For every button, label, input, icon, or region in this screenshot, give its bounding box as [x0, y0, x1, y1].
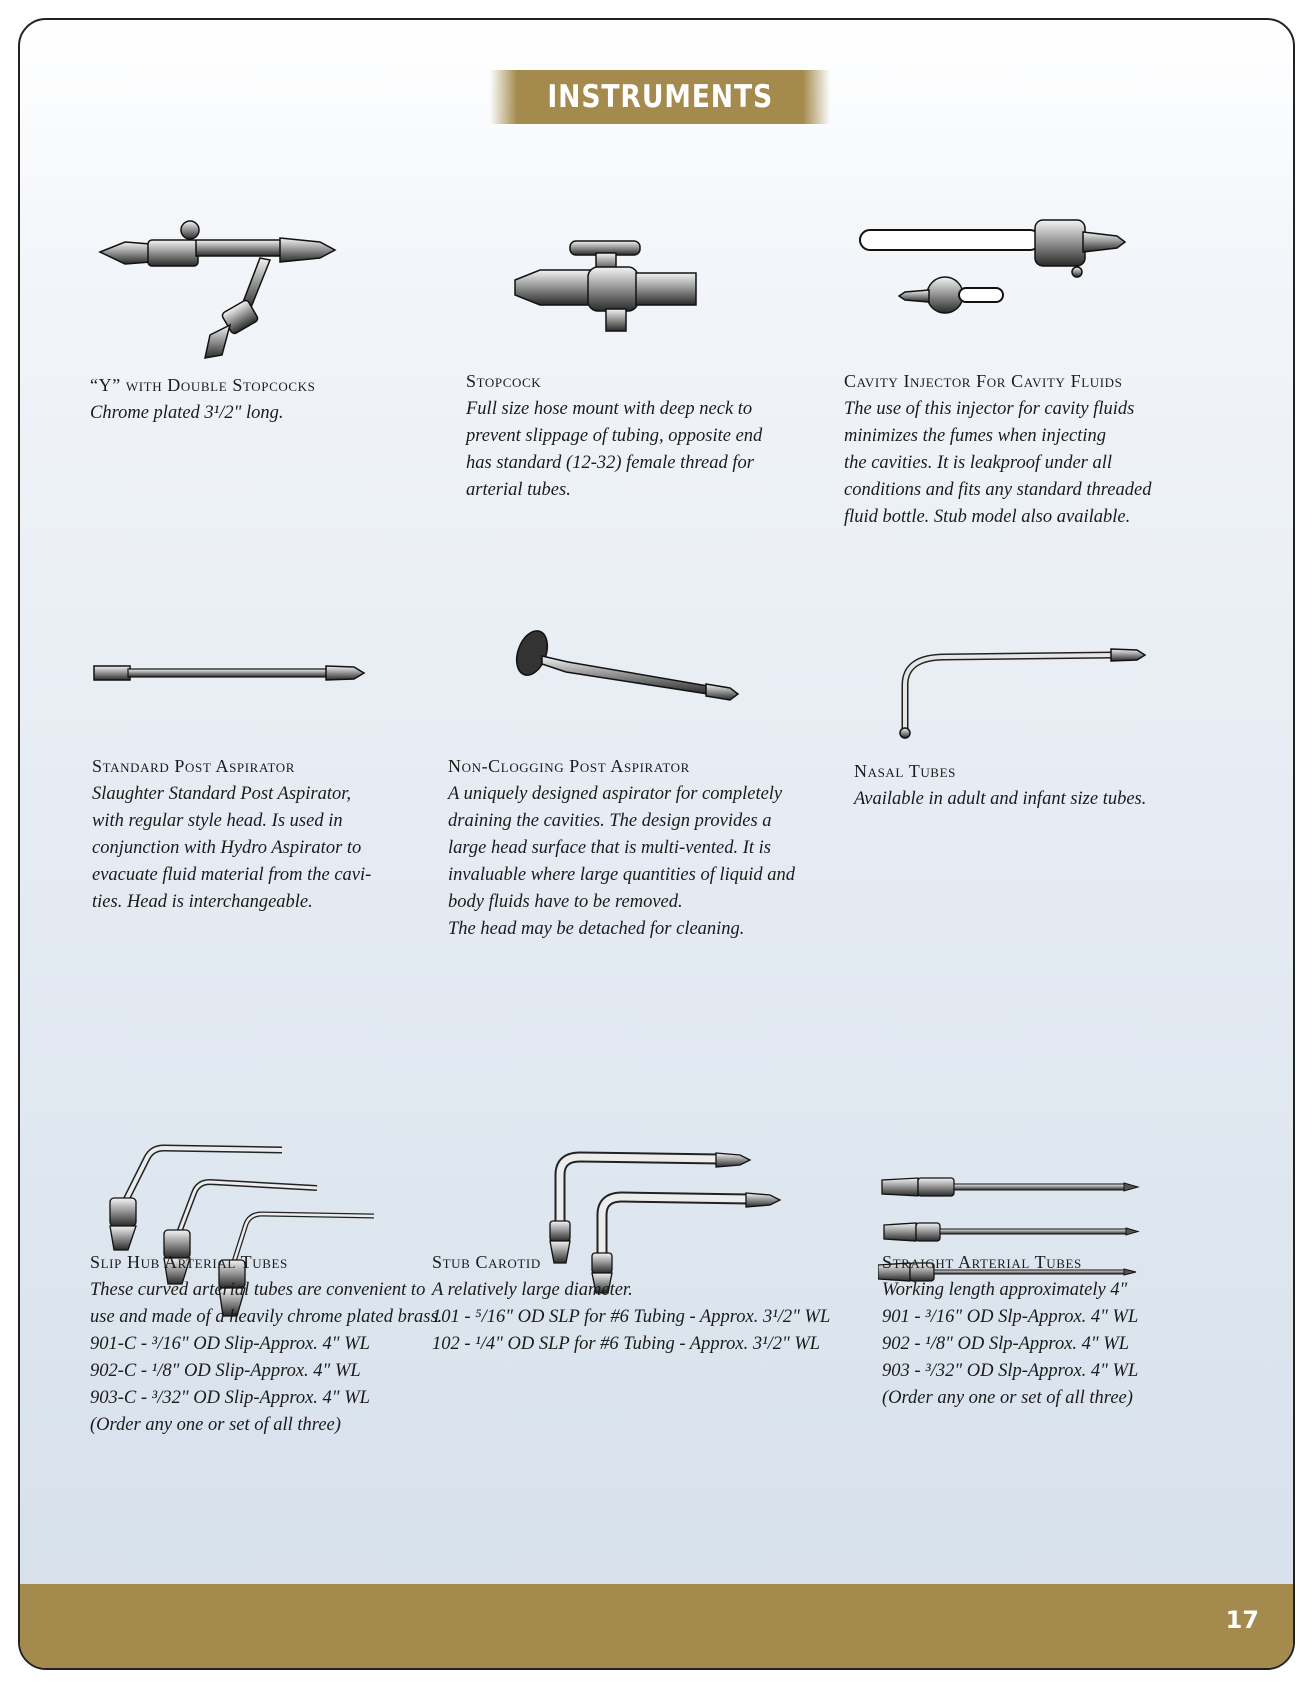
item-title: Slip Hub Arterial Tubes	[90, 1252, 288, 1272]
page-frame	[18, 18, 1295, 1670]
item-line: fluid bottle. Stub model also available.	[844, 507, 1131, 527]
section-title: INSTRUMENTS	[547, 79, 773, 115]
item-title: “Y” with Double Stopcocks	[90, 375, 316, 395]
item-standard-post-aspirator	[92, 753, 371, 916]
item-line: These curved arterial tubes are convenient to	[90, 1280, 426, 1300]
item-line: prevent slippage of tubing, opposite end	[466, 426, 763, 446]
item-slip-hub-arterial-tubes	[90, 1249, 442, 1439]
item-line: invaluable where large quantities of liquid and	[448, 865, 796, 885]
item-line: 902 - ¹/8" OD Slp-Approx. 4" WL	[882, 1334, 1130, 1354]
item-line: body fluids have to be removed.	[448, 892, 683, 912]
nasal-tubes-image	[875, 635, 1155, 745]
item-line: The head may be detached for cleaning.	[448, 919, 745, 939]
standard-post-aspirator-image	[92, 658, 382, 688]
item-y-double-stopcocks	[90, 372, 315, 427]
item-line: A relatively large diameter.	[432, 1280, 633, 1300]
item-line: conjunction with Hydro Aspirator to	[92, 838, 362, 858]
item-line: evacuate fluid material from the cavi-	[92, 865, 372, 885]
item-line: with regular style head. Is used in	[92, 811, 343, 831]
item-straight-arterial-tubes	[882, 1249, 1138, 1412]
item-line: Full size hose mount with deep neck to	[466, 399, 753, 419]
item-line: Slaughter Standard Post Aspirator,	[92, 784, 352, 804]
item-title: Straight Arterial Tubes	[882, 1252, 1082, 1272]
item-line: conditions and fits any standard threaded	[844, 480, 1152, 500]
item-line: use and made of a heavily chrome plated brass.	[90, 1307, 443, 1327]
footer-band	[20, 1584, 1293, 1668]
non-clogging-aspirator-image	[508, 628, 748, 708]
item-title: Cavity Injector For Cavity Fluids	[844, 371, 1123, 391]
page-number: 17	[1225, 1606, 1259, 1634]
item-non-clogging-post-aspirator	[448, 753, 795, 943]
item-stub-carotid	[432, 1249, 830, 1358]
item-line: has standard (12-32) female thread for	[466, 453, 754, 473]
section-banner	[490, 70, 830, 124]
item-line: large head surface that is multi-vented. It is	[448, 838, 772, 858]
item-line: Working length approximately 4"	[882, 1280, 1128, 1300]
item-line: (Order any one or set of all three)	[882, 1388, 1133, 1408]
item-title: Nasal Tubes	[854, 761, 956, 781]
item-line: 903-C - ³/32" OD Slip-Approx. 4" WL	[90, 1388, 370, 1408]
item-line: arterial tubes.	[466, 480, 571, 500]
item-line: minimizes the fumes when injecting	[844, 426, 1107, 446]
item-cavity-injector	[844, 368, 1151, 531]
item-line: the cavities. It is leakproof under all	[844, 453, 1113, 473]
item-line: (Order any one or set of all three)	[90, 1415, 341, 1435]
item-title: Stopcock	[466, 371, 542, 391]
item-stopcock	[466, 368, 762, 504]
item-line: 903 - ³/32" OD Slp-Approx. 4" WL	[882, 1361, 1139, 1381]
item-line: Chrome plated 3¹/2" long.	[90, 403, 284, 423]
item-line: A uniquely designed aspirator for completely	[448, 784, 783, 804]
stopcock-image	[510, 235, 710, 345]
item-title: Stub Carotid	[432, 1252, 541, 1272]
item-line: 901 - ³/16" OD Slp-Approx. 4" WL	[882, 1307, 1139, 1327]
item-line: The use of this injector for cavity fluids	[844, 399, 1135, 419]
item-line: 902-C - ¹/8" OD Slip-Approx. 4" WL	[90, 1361, 361, 1381]
item-line: draining the cavities. The design provides a	[448, 811, 772, 831]
item-line: ties. Head is interchangeable.	[92, 892, 313, 912]
item-title: Non-Clogging Post Aspirator	[448, 756, 690, 776]
item-line: 901-C - ³/16" OD Slip-Approx. 4" WL	[90, 1334, 370, 1354]
item-line: Available in adult and infant size tubes.	[854, 789, 1147, 809]
item-line: 101 - ⁵/16" OD SLP for #6 Tubing - Approx. 3¹/2" WL	[432, 1307, 831, 1327]
item-nasal-tubes	[854, 758, 1146, 813]
item-title: Standard Post Aspirator	[92, 756, 296, 776]
item-line: 102 - ¹/4" OD SLP for #6 Tubing - Approx. 3¹/2" WL	[432, 1334, 821, 1354]
cavity-injector-image	[855, 210, 1135, 340]
y-stopcock-image	[90, 200, 350, 370]
